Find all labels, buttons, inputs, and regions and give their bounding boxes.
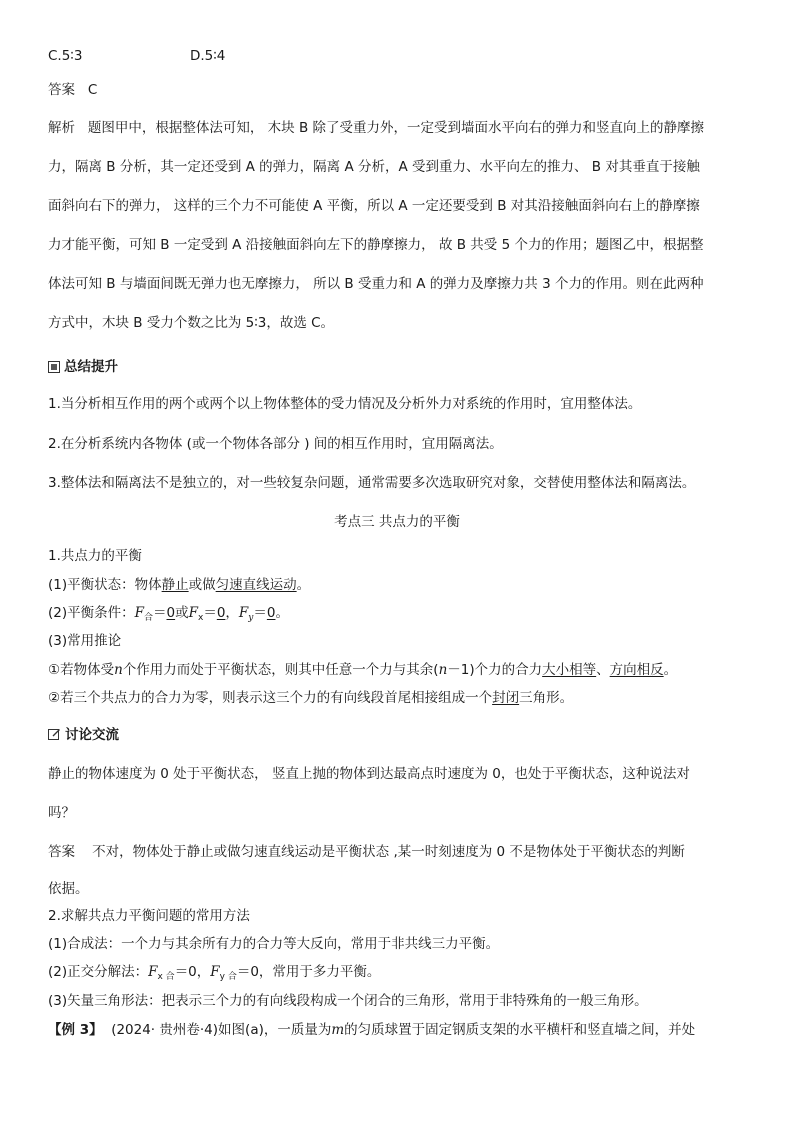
state-blank-2: 匀速直线运动: [215, 577, 297, 593]
inf1-blank-2: 方向相反: [609, 662, 664, 678]
cond-fx: F: [188, 605, 198, 621]
inf1-pre: ①若物体受: [48, 662, 115, 678]
s1-heading: 1.共点力的平衡: [48, 548, 142, 564]
cond-or: 或: [175, 605, 189, 621]
s1-condition: [48, 603, 289, 628]
inf1-blank-1: 大小相等: [542, 662, 597, 678]
summary-item-2: 2.在分析系统内各物体 (或一个物体各部分 ) 间的相互作用时，宜用隔离法。: [48, 436, 503, 452]
cond-post: 。: [275, 605, 289, 621]
summary-title: 总结提升: [64, 359, 118, 375]
example-post: 的匀质球置于固定钢质支架的水平横杆和竖直墙之间，并处: [344, 1022, 696, 1038]
example-m: m: [331, 1022, 345, 1038]
m2-eq1: ＝0，: [174, 964, 211, 980]
summary-item-3: 3.整体法和隔离法不是独立的，对一些较复杂问题，通常需要多次选取研究对象，交替使用整体法和隔离法。: [48, 475, 696, 491]
cond-f: F: [134, 605, 144, 621]
analysis-line-3: 面斜向右下的弹力， 这样的三个力不可能使 A 平衡，所以 A 一定还要受到 B 对其沿接触面斜向右上的静摩擦: [48, 198, 700, 214]
s1-inference-1: [48, 660, 677, 680]
summary-heading: [48, 357, 118, 379]
example-label: 【例 3】: [48, 1022, 103, 1038]
m2-pre: (2)正交分解法：: [48, 964, 149, 980]
edit-icon: [48, 727, 61, 747]
analysis-text: 题图甲中，根据整体法可知， 木块 B 除了受重力外，一定受到墙面水平向右的弹力和竖直向上的静摩擦: [87, 120, 705, 136]
discussion-heading: [48, 725, 119, 747]
discussion-line-1: 静止的物体速度为 0 处于平衡状态， 竖直上抛的物体到达最高点时速度为 0，也处于平衡状态，这种说法对: [48, 766, 690, 782]
cond-f-sub: 合: [144, 613, 154, 623]
state-blank-1: 静止: [161, 577, 189, 593]
m2-post: ＝0，常用于多力平衡。: [236, 964, 381, 980]
state-post: 。: [296, 577, 311, 593]
discussion-answer-line-1: [48, 842, 685, 862]
s2-method-2: [48, 962, 380, 987]
section-title: 考点三 共点力的平衡: [334, 514, 460, 530]
example-line: [48, 1020, 695, 1040]
analysis-line-2: 力，隔离 B 分析，其一定还受到 A 的弹力，隔离 A 分析，A 受到重力、水平向左的推力、 B 对其垂直于接触: [48, 159, 700, 175]
s1-state: [48, 575, 310, 595]
m2-fy-sub: y 合: [219, 972, 237, 982]
state-mid: 或做: [188, 577, 216, 593]
cond-fy: F: [238, 605, 249, 621]
cond-blank-3: 0: [266, 605, 276, 621]
summary-box-icon: [48, 359, 60, 379]
m2-fy: F: [210, 964, 220, 980]
example-pre: 如图(a)，一质量为: [218, 1022, 332, 1038]
inf2-pre: ②若三个共点力的合力为零，则表示这三个力的有向线段首尾相接组成一个: [48, 690, 493, 706]
cond-pre: (2)平衡条件：: [48, 605, 135, 621]
inf1-post: 。: [663, 662, 678, 678]
s2-method-1: (1)合成法：一个力与其余所有力的合力等大反向，常用于非共线三力平衡。: [48, 936, 500, 952]
cond-blank-1: 0: [166, 605, 176, 621]
analysis-line-5: 体法可知 B 与墙面间既无弹力也无摩擦力， 所以 B 受重力和 A 的弹力及摩擦力共 3 个力的作用。则在此两种: [48, 276, 704, 292]
analysis-line-1: [48, 118, 704, 138]
discussion-answer-line-2: 依据。: [48, 881, 89, 897]
option-c: C.5∶3: [48, 48, 83, 64]
s2-method-3: (3)矢量三角形法：把表示三个力的有向线段构成一个闭合的三角形，常用于非特殊角的一般三角形。: [48, 993, 648, 1009]
discussion-line-2: 吗？: [48, 805, 75, 821]
inf1-mid: 个作用力而处于平衡状态，则其中任意一个力与其余(: [122, 662, 439, 678]
example-source: (2024· 贵州卷·4): [111, 1022, 219, 1038]
state-pre: (1)平衡状态：物体: [48, 577, 162, 593]
cond-fy-sub: y: [248, 613, 254, 623]
discussion-answer-label: 答案: [48, 844, 75, 860]
cond-sep: ，: [225, 605, 239, 621]
s1-inference-2: [48, 688, 573, 708]
summary-item-1: 1.当分析相互作用的两个或两个以上物体整体的受力情况及分析外力对系统的作用时，宜用整体法。: [48, 396, 642, 412]
answer-line: [48, 80, 97, 100]
option-d: D.5∶4: [190, 48, 226, 64]
cond-blank-2: 0: [216, 605, 226, 621]
cond-eq3: ＝: [253, 605, 267, 621]
inf1-sep: 、: [596, 662, 610, 678]
s2-heading: 2.求解共点力平衡问题的常用方法: [48, 908, 250, 924]
answer-label: 答案: [48, 82, 75, 98]
analysis-label: 解析: [48, 120, 75, 136]
analysis-line-6: 方式中，木块 B 受力个数之比为 5∶3，故选 C。: [48, 315, 335, 331]
inf2-post: 三角形。: [519, 690, 574, 706]
cond-eq2: ＝: [203, 605, 217, 621]
inf1-n2: n: [438, 662, 448, 678]
inf1-mid2: －1)个力的合力: [447, 662, 543, 678]
inf1-n: n: [114, 662, 123, 678]
cond-eq1: ＝: [153, 605, 167, 621]
answer-value: C: [87, 82, 98, 98]
cond-fx-sub: x: [197, 613, 204, 623]
m2-fx-sub: x 合: [157, 972, 175, 982]
m2-fx: F: [148, 964, 158, 980]
s1-inference-heading: (3)常用推论: [48, 633, 122, 649]
analysis-line-4: 力才能平衡，可知 B 一定受到 A 沿接触面斜向左下的静摩擦力， 故 B 共受 5 个力的作用；题图乙中，根据整: [48, 237, 704, 253]
inf2-blank-1: 封闭: [492, 690, 520, 706]
discussion-title: 讨论交流: [65, 727, 119, 743]
discussion-answer-text: 不对，物体处于静止或做匀速直线运动是平衡状态 ,某一时刻速度为 0 不是物体处于平衡状态的判断: [92, 844, 685, 860]
